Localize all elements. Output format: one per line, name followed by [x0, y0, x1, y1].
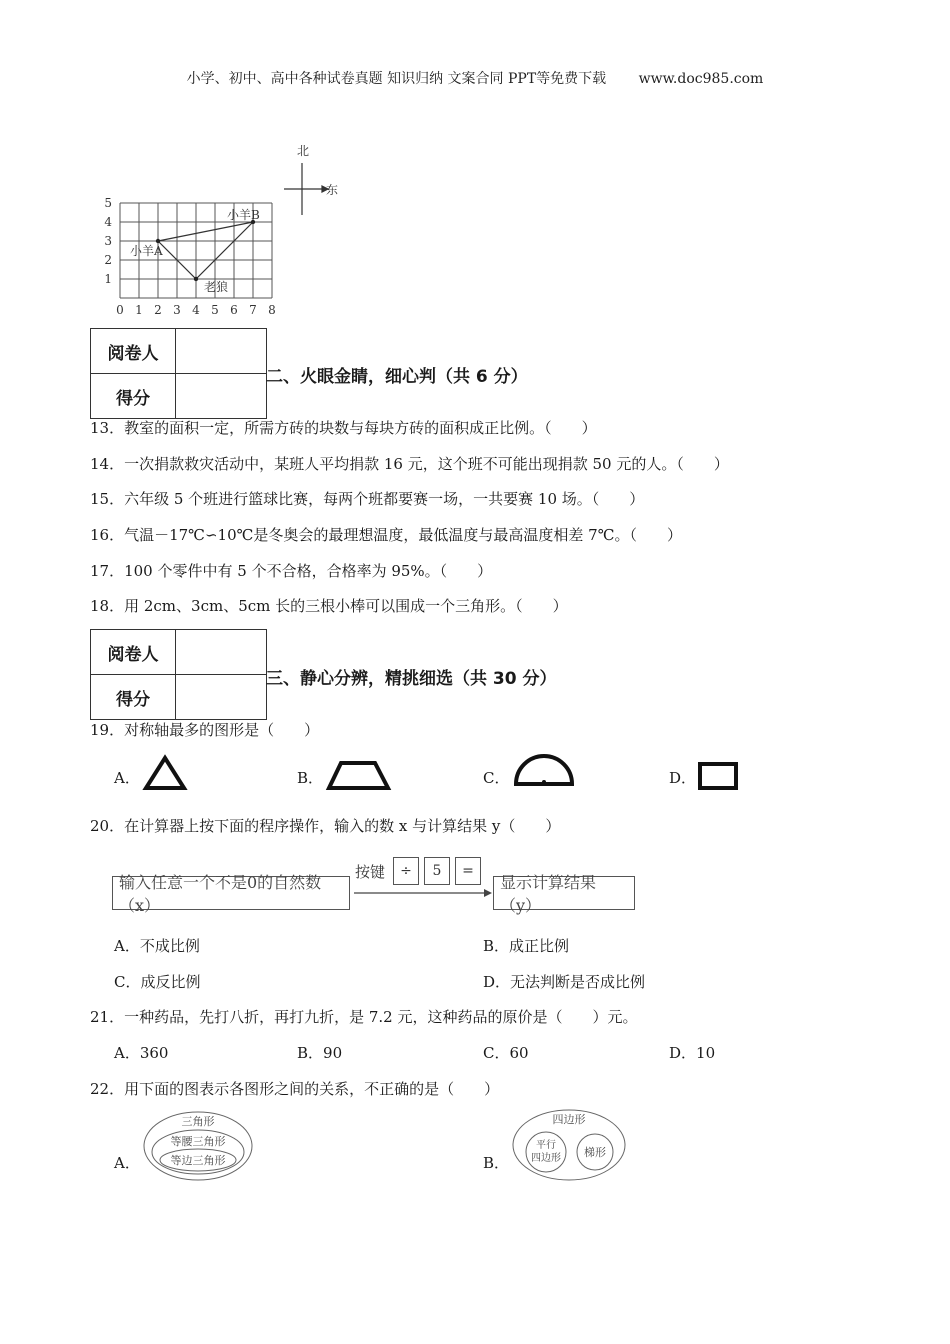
venn-a-middle: 等腰三角形 — [170, 1135, 226, 1148]
score-cell[interactable] — [176, 675, 267, 720]
calc-input-box: 输入任意一个不是0的自然数（x） — [112, 876, 350, 910]
reviewer-cell[interactable] — [176, 630, 267, 675]
q22-option-b: B． — [483, 1154, 510, 1172]
q20-option-d: D．无法判断是否成比例 — [483, 973, 646, 991]
score-table-section3 — [90, 629, 267, 720]
q20-option-b: B．成正比例 — [483, 937, 570, 955]
grid-point — [156, 239, 160, 243]
x-tick-label: 6 — [230, 303, 238, 317]
x-tick-label: 8 — [268, 303, 276, 317]
question-22: 22．用下面的图表示各图形之间的关系，不正确的是（ ） — [90, 1080, 500, 1098]
y-tick-label: 4 — [104, 215, 112, 229]
header-url: www.doc985.com — [638, 71, 764, 87]
score-cell[interactable] — [176, 374, 267, 419]
venn-a-inner: 等边三角形 — [170, 1154, 226, 1167]
question-18: 18．用 2cm、3cm、5cm 长的三根小棒可以围成一个三角形。（ ） — [90, 597, 568, 615]
y-tick-label: 5 — [104, 196, 112, 210]
venn-diagram-a — [142, 1110, 254, 1182]
equals-key: = — [455, 857, 481, 885]
page-header — [0, 68, 950, 88]
question-13: 13．教室的面积一定，所需方砖的块数与每块方砖的面积成正比例。（ ） — [90, 419, 597, 437]
x-tick-label: 4 — [192, 303, 200, 317]
q22-option-a: A． — [114, 1154, 140, 1172]
venn-diagram-b — [510, 1108, 628, 1182]
question-15: 15．六年级 5 个班进行篮球比赛，每两个班都要赛一场，一共要赛 10 场。（ ） — [90, 490, 645, 508]
x-tick-label: 3 — [173, 303, 181, 317]
triangle-path — [158, 222, 253, 279]
reviewer-label: 阅卷人 — [91, 329, 176, 374]
grid-point-label: 老狼 — [204, 280, 229, 294]
question-14: 14．一次捐款救灾活动中，某班人平均捐款 16 元，这个班不可能出现捐款 50 元的人。（ ） — [90, 455, 729, 473]
east-label: 东 — [326, 183, 339, 197]
q19-option-d: D． — [669, 769, 697, 787]
section3-title: 三、静心分辨，精挑细选（共 30 分） — [266, 669, 557, 689]
q21-option-b: B．90 — [297, 1044, 343, 1062]
x-tick-label: 7 — [249, 303, 257, 317]
north-label: 北 — [297, 144, 310, 158]
divide-key: ÷ — [393, 857, 419, 885]
question-21: 21．一种药品，先打八折，再打九折，是 7.2 元，这种药品的原价是（ ）元。 — [90, 1008, 638, 1026]
q20-option-a: A．不成比例 — [114, 937, 200, 955]
question-20: 20．在计算器上按下面的程序操作，输入的数 x 与计算结果 y（ ） — [90, 817, 561, 835]
y-tick-label: 1 — [104, 272, 112, 286]
venn-b-left-1: 平行 — [536, 1140, 556, 1151]
grid-point-label: 小羊B — [227, 208, 260, 222]
q21-option-c: C．60 — [483, 1044, 529, 1062]
trapezoid-icon — [325, 758, 393, 792]
grid-point-label: 小羊A — [130, 244, 163, 258]
q21-option-a: A．360 — [114, 1044, 169, 1062]
five-key: 5 — [424, 857, 450, 885]
q19-option-b: B． — [297, 769, 324, 787]
q19-option-a: A． — [114, 769, 140, 787]
x-tick-label: 5 — [211, 303, 219, 317]
venn-a-outer: 三角形 — [181, 1115, 215, 1128]
question-19: 19．对称轴最多的图形是（ ） — [90, 721, 320, 739]
semicircle-icon — [512, 752, 576, 788]
coordinate-grid-figure — [100, 138, 350, 323]
compass-icon — [284, 163, 328, 215]
score-label: 得分 — [91, 374, 176, 419]
q19-option-c: C． — [483, 769, 510, 787]
venn-b-outer: 四边形 — [552, 1113, 586, 1126]
reviewer-label: 阅卷人 — [91, 630, 176, 675]
x-tick-label: 0 — [116, 303, 124, 317]
header-text: 小学、初中、高中各种试卷真题 知识归纳 文案合同 PPT等免费下载 — [186, 71, 607, 87]
keys-label: 按键 — [355, 863, 386, 881]
venn-b-left-2: 四边形 — [531, 1153, 561, 1164]
y-tick-label: 2 — [104, 253, 112, 267]
calc-arrow-icon — [352, 886, 494, 900]
section2-title: 二、火眼金睛，细心判（共 6 分） — [266, 367, 528, 387]
y-tick-label: 3 — [104, 234, 112, 248]
score-label: 得分 — [91, 675, 176, 720]
calc-output-box: 显示计算结果（y） — [493, 876, 635, 910]
x-tick-label: 1 — [135, 303, 143, 317]
venn-b-right: 梯形 — [584, 1146, 606, 1159]
q21-option-d: D．10 — [669, 1044, 716, 1062]
q20-option-c: C．成反比例 — [114, 973, 201, 991]
rectangle-icon — [697, 760, 741, 792]
reviewer-cell[interactable] — [176, 329, 267, 374]
score-table-section2 — [90, 328, 267, 419]
question-16: 16．气温－17℃∽10℃是冬奥会的最理想温度，最低温度与最高温度相差 7℃。（ ） — [90, 526, 682, 544]
triangle-icon — [142, 754, 188, 792]
grid-point — [194, 277, 198, 281]
question-17: 17．100 个零件中有 5 个不合格，合格率为 95%。（ ） — [90, 562, 493, 580]
x-tick-label: 2 — [154, 303, 162, 317]
